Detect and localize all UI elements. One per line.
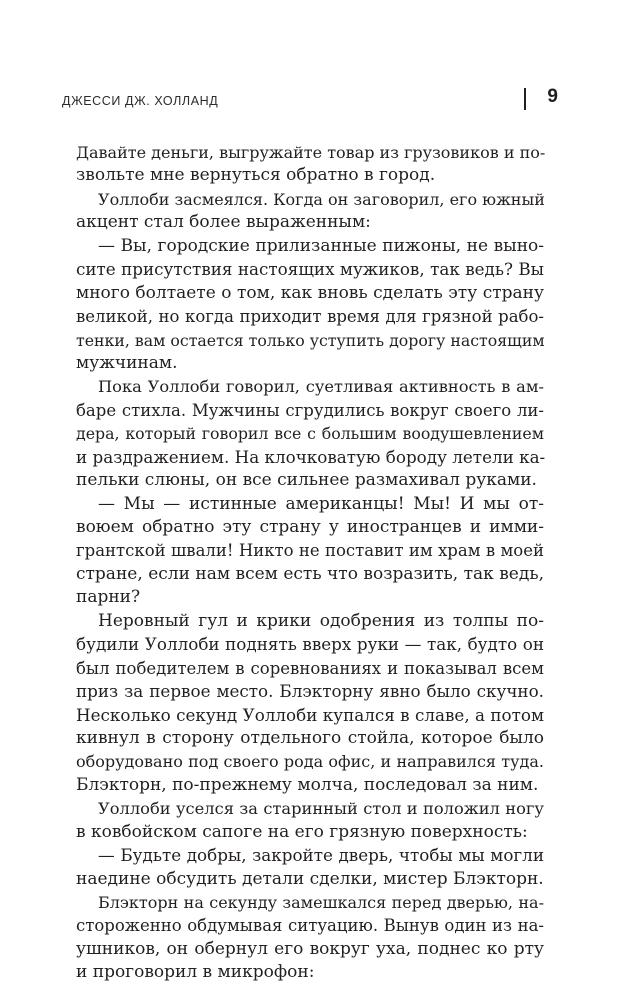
text-line: дера, который говорил все с большим воодушевлением (76, 424, 544, 444)
body-text (76, 141, 544, 985)
text-line: грантской швали! Никто не поставит им храм в моей (76, 541, 544, 561)
text-line: — Вы, городские прилизанные пижоны, не выно- (98, 235, 544, 256)
text-line: — Будьте добры, закройте дверь, чтобы мы могли (98, 845, 544, 866)
text-line: Пока Уоллоби говорил, суетливая активность в ам- (98, 377, 544, 397)
text-line: мужчинам. (76, 352, 178, 373)
header-divider (524, 88, 526, 110)
text-line: много болтаете о том, как вновь сделать эту страну (76, 282, 544, 303)
text-line: парни? (76, 587, 141, 608)
text-line: звольте мне вернуться обратно в город. (76, 165, 436, 186)
page-header (62, 86, 558, 116)
text-line: тенки, вам остается только уступить дорогу настоящим (76, 330, 545, 350)
text-line: Давайте деньги, выгружайте товар из грузовиков и по- (76, 143, 546, 162)
text-line: в ковбойском сапоге на его грязную поверхность: (76, 821, 528, 842)
text-line: кивнул в сторону отдельного стойла, которое было (76, 727, 544, 748)
text-line: стороженно обдумывая ситуацию. Вынув один из на- (76, 916, 544, 936)
text-line: оборудовано под своего рода офис, и направился туда. (76, 752, 544, 772)
text-line: будили Уоллоби поднять вверх руки — так, будто он (76, 634, 544, 655)
text-line: был победителем в соревнованиях и показывал всем (76, 658, 544, 678)
text-line: стране, если нам всем есть что возразить, так ведь, (76, 563, 544, 584)
text-line: Блэкторн, по-прежнему молча, последовал за ним. (76, 774, 539, 795)
text-line: Уоллоби засмеялся. Когда он заговорил, его южный (98, 189, 545, 209)
text-line: сите присутствия настоящих мужиков, так ведь? Вы (76, 259, 544, 280)
text-line: и раздражением. На клочковатую бороду летели ка- (76, 446, 546, 467)
text-line: — Мы — истинные американцы! Мы! И мы от- (98, 493, 544, 514)
text-line: акцент стал более выраженным: (76, 212, 371, 233)
text-line: пельки слюны, он все сильнее размахивал руками. (76, 470, 537, 491)
text-line: наедине обсудить детали сделки, мистер Блэкторн. (76, 868, 544, 889)
text-line: Блэкторн на секунду замешкался перед дверью, на- (98, 893, 544, 912)
text-line: Неровный гул и крики одобрения из толпы по- (98, 610, 544, 631)
text-line: Уоллоби уселся за старинный стол и положил ногу (98, 799, 544, 819)
text-line: ушников, он обернул его вокруг уха, поднес ко рту (76, 938, 544, 959)
text-line: приз за первое место. Блэкторну явно было скучно. (76, 681, 544, 702)
text-line: и проговорил в микрофон: (76, 962, 315, 983)
text-line: Несколько секунд Уоллоби купался в славе, а потом (76, 704, 544, 725)
running-head: ДЖЕССИ ДЖ. ХОЛЛАНД (62, 94, 219, 108)
text-line: великой, но когда приходит время для грязной рабо- (76, 307, 544, 327)
page-number: 9 (547, 86, 558, 107)
text-line: воюем обратно эту страну у иностранцев и имми- (76, 517, 544, 537)
text-line: баре стихла. Мужчины сгрудились вокруг своего ли- (76, 400, 544, 420)
